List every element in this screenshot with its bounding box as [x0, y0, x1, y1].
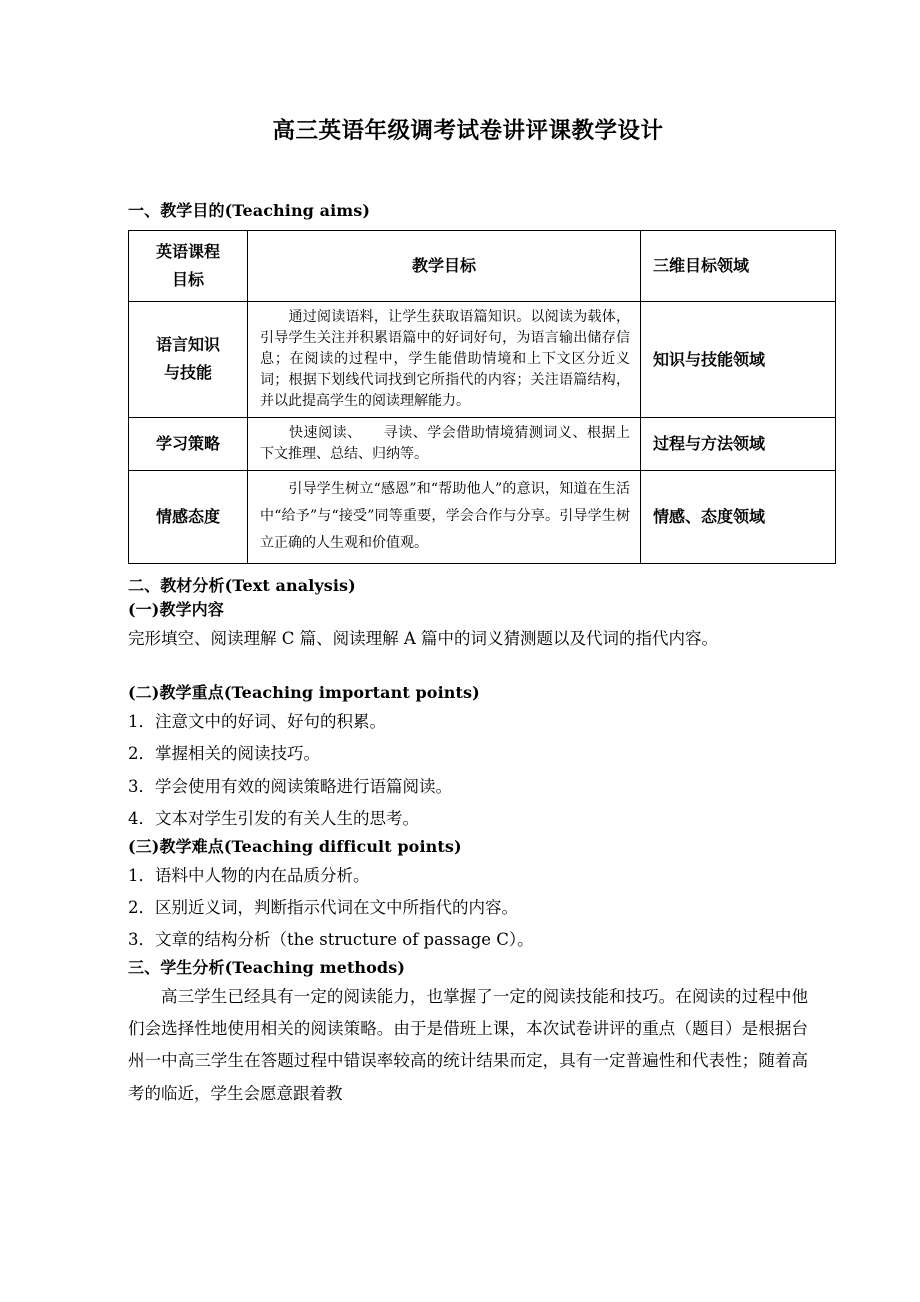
- row-domain-language-knowledge: [641, 301, 836, 417]
- category-label-line1: 语言知识: [155, 335, 220, 355]
- section-heading-teaching-aims: 一、教学目的(Teaching aims): [128, 201, 371, 220]
- list-item: 4．文本对学生引发的有关人生的思考。: [128, 808, 419, 828]
- domain-text: 过程与方法领域: [653, 434, 766, 453]
- teaching-content-paragraph: 完形填空、阅读理解 C 篇、阅读理解 A 篇中的词义猜测题以及代词的指代内容。: [128, 629, 719, 649]
- category-label-line2: 与技能: [163, 363, 212, 383]
- category-label: 情感态度: [155, 506, 220, 526]
- row-domain-emotional-attitude: [641, 470, 836, 563]
- teaching-aims-table: [128, 230, 836, 564]
- category-label: 学习策略: [155, 433, 220, 453]
- spacer: [128, 564, 808, 574]
- objective-text: 快速阅读、 寻读、学会借助情境猜测词义、根据上下文推理、总结、归纳等。: [260, 424, 630, 462]
- list-item: 3．文章的结构分析（the structure of passage C）。: [128, 930, 534, 950]
- row-category-language-knowledge: [129, 301, 248, 417]
- header-cell-teaching-objective: [248, 230, 641, 301]
- domain-text: 情感、态度领域: [653, 506, 766, 526]
- student-analysis-paragraph: 高三学生已经具有一定的阅读能力，也掌握了一定的阅读技能和技巧。在阅读的过程中他们会选择性地使用相关的阅读策略。由于是借班上课，本次试卷讲评的重点（题目）是根据台州一中高三学生在答题过程中错误率较高的统计结果而定，具有一定普遍性和代表性；随着高考的临近，学生会愿意跟着教: [128, 987, 808, 1103]
- row-objective-emotional-attitude: [248, 470, 641, 563]
- spacer: [128, 655, 808, 681]
- row-domain-learning-strategy: [641, 417, 836, 470]
- section-heading-student-analysis: 三、学生分析(Teaching methods): [128, 958, 406, 978]
- table-row: [129, 470, 836, 563]
- table-row: [129, 417, 836, 470]
- objective-text: 引导学生树立“感恩”和“帮助他人”的意识，知道在生活中“给予”与“接受”同等重要，学会合作与分享。引导学生树立正确的人生观和价值观。: [260, 480, 630, 552]
- header-teaching-objective-label: 教学目标: [411, 255, 476, 275]
- subsection-heading-important-points: (二)教学重点(Teaching important points): [128, 683, 480, 703]
- list-item: 1．语料中人物的内在品质分析。: [128, 865, 370, 885]
- row-category-emotional-attitude: [129, 470, 248, 563]
- row-objective-language-knowledge: [248, 301, 641, 417]
- list-item: 1．注意文中的好词、好句的积累。: [128, 712, 386, 732]
- domain-text: 知识与技能领域: [653, 349, 766, 369]
- page-title: 高三英语年级调考试卷讲评课教学设计: [272, 118, 664, 144]
- list-item: 3．学会使用有效的阅读策略进行语篇阅读。: [128, 776, 452, 796]
- row-objective-learning-strategy: [248, 417, 641, 470]
- list-item: 2．掌握相关的阅读技巧。: [128, 744, 320, 764]
- header-course-goal-line1: 英语课程: [155, 241, 220, 261]
- objective-text: 通过阅读语料，让学生获取语篇知识。以阅读为载体，引导学生关注并积累语篇中的好词好句，为语言输出储存信息；在阅读的过程中，学生能借助情境和上下文区分近义词；根据下划线代词找到它所指代的内容；关注语篇结构，并以此提高学生的阅读理解能力。: [260, 308, 630, 409]
- title-spacer: [128, 145, 808, 199]
- table-row: [129, 301, 836, 417]
- header-cell-three-dimensional-domain: [641, 230, 836, 301]
- header-cell-course-goal: [129, 230, 248, 301]
- header-domain-label: 三维目标领域: [653, 255, 750, 275]
- table-header-row: [129, 230, 836, 301]
- row-category-learning-strategy: [129, 417, 248, 470]
- header-course-goal-line2: 目标: [171, 269, 204, 289]
- subsection-heading-teaching-content: (一)教学内容: [128, 600, 224, 620]
- list-item: 2．区别近义词，判断指示代词在文中所指代的内容。: [128, 897, 518, 917]
- section-heading-text-analysis: 二、教材分析(Text analysis): [128, 575, 356, 595]
- subsection-heading-difficult-points: (三)教学难点(Teaching difficult points): [128, 836, 462, 856]
